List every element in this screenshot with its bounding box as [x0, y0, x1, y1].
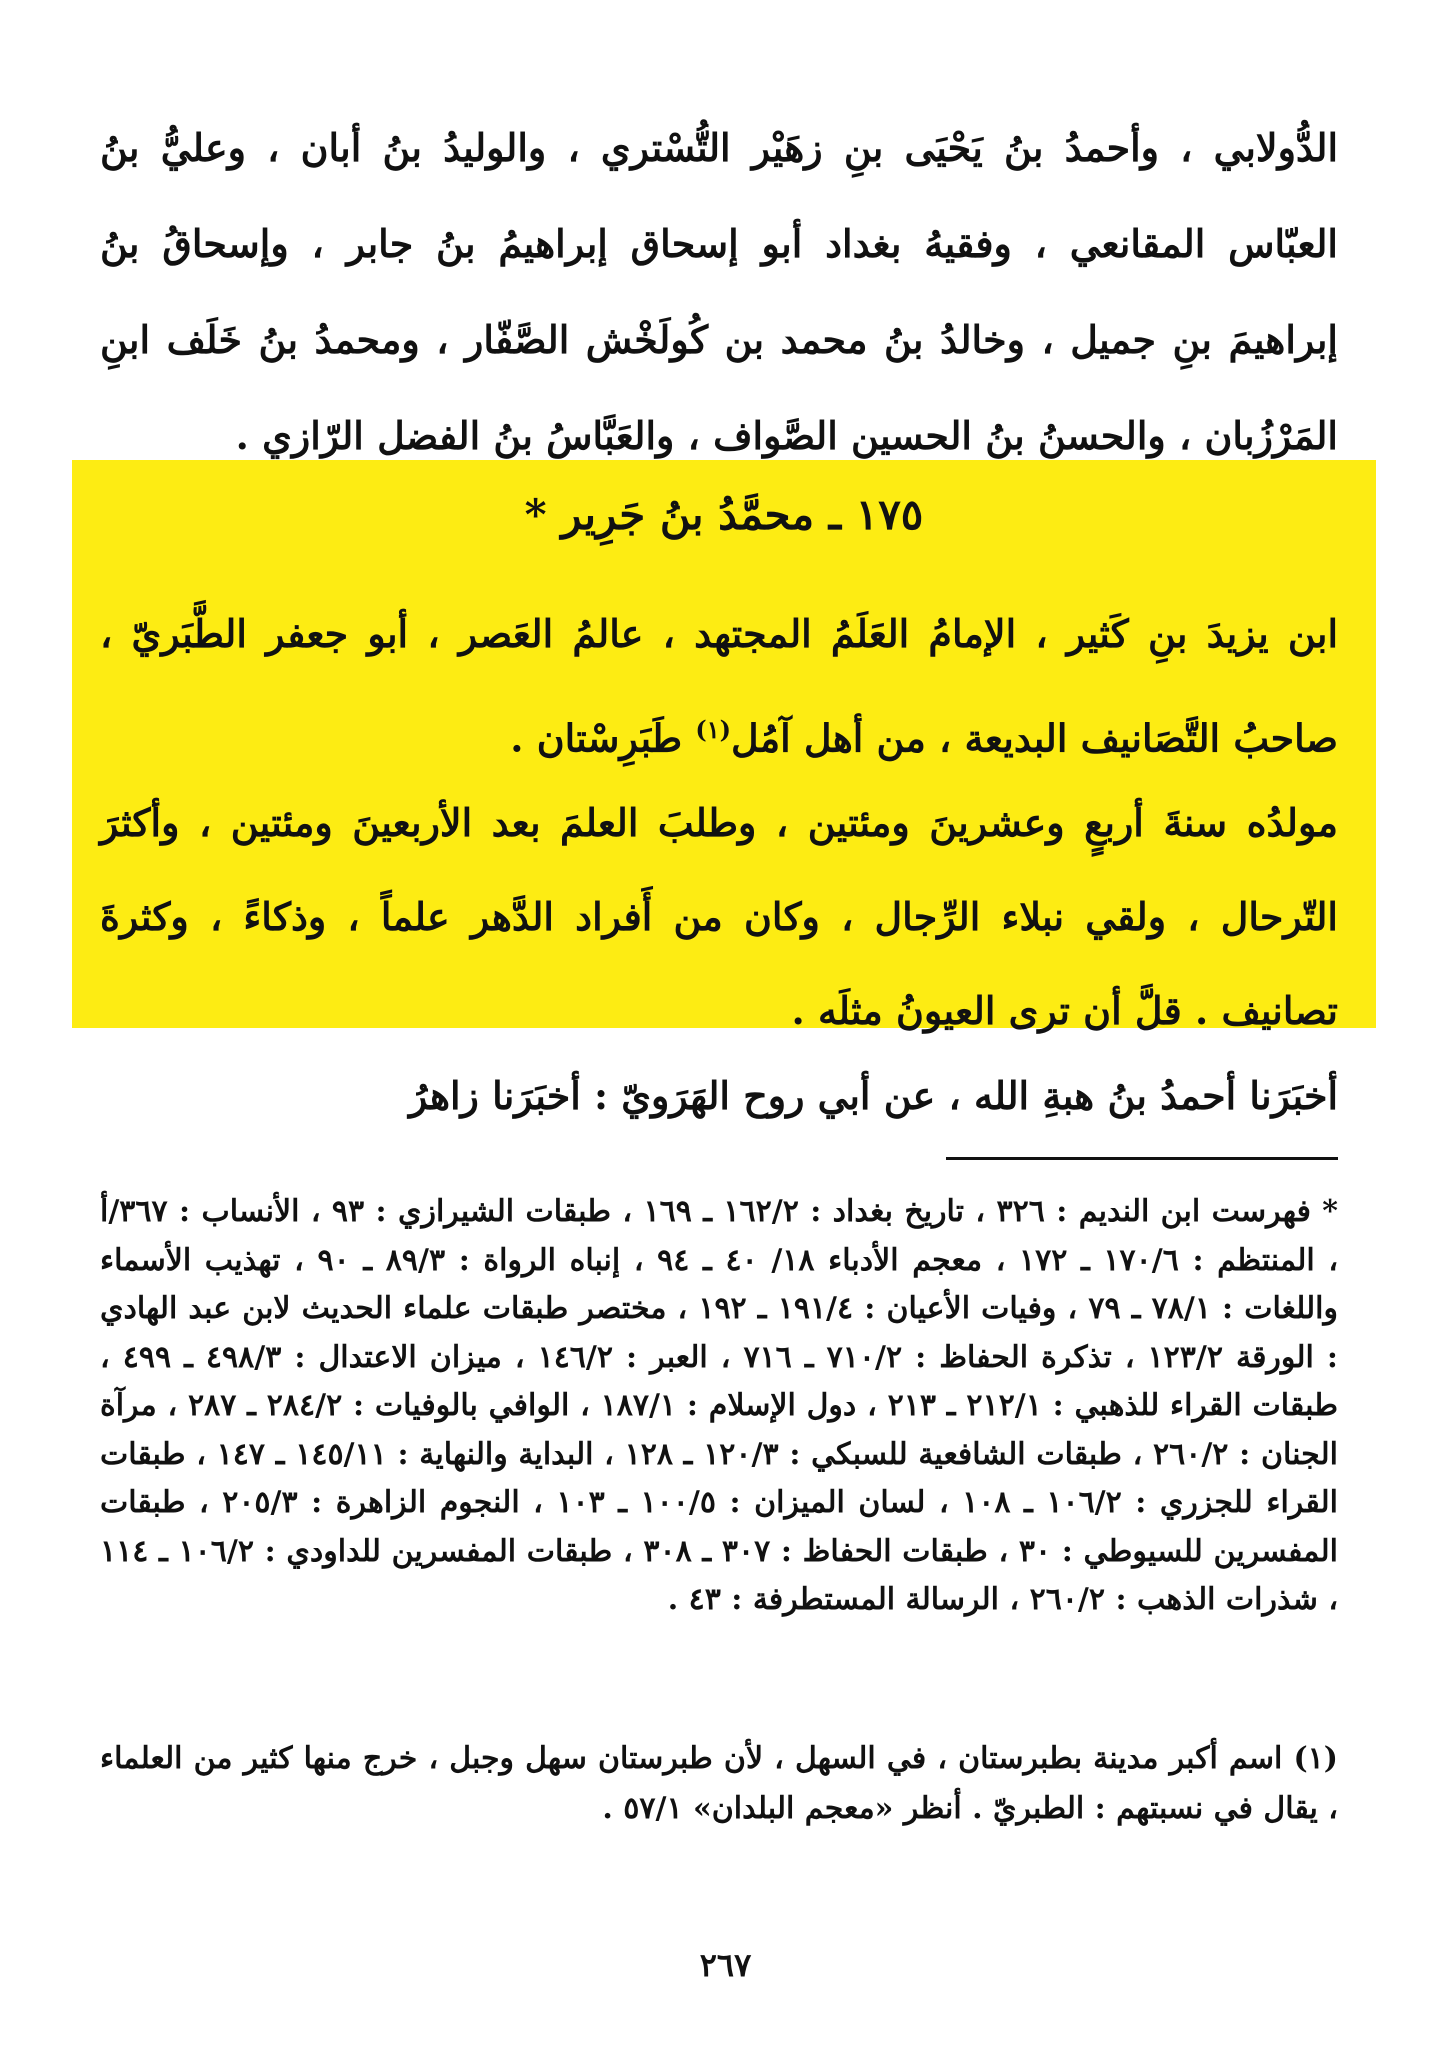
footnote-marker: (١) — [695, 715, 732, 744]
entry-birth-paragraph: مولدُه سنةَ أربعٍ وعشرينَ ومئتين ، وطلبَ العلمَ بعد الأربعينَ ومئتين ، وأكثرَ التّرحال ، ولقي نبلاء الرِّجال ، وكان من أَفراد الدَّهر علماً ، وذكاءً ، وكثرةَ تصانيف . قلَّ أن ترى العيونُ مثلَه . — [100, 800, 1338, 1033]
isnad-line: أخبَرَنا أحمدُ بنُ هبةِ الله ، عن أبي روح الهَرَويّ : أخبَرَنا زاهرُ — [408, 1073, 1338, 1118]
previous-entry-paragraph: الدُّولابي ، وأحمدُ بنُ يَحْيَى بنِ زهَيْر التُّسْتري ، والوليدُ بنُ أبان ، وعليُّ بنُ العبّاس المقانعي ، وفقيهُ بغداد أبو إسحاق إبراهيمُ بنُ جابر ، وإسحاقُ بنُ إبراهيمَ بنِ جميل ، وخالدُ بنُ محمد بن كُولَخْش الصَّفّار ، ومحمدُ بنُ خَلَف ابنِ المَرْزُبان ، والحسنُ بنُ الحسينِ الصَّواف ، والعَبَّاسُ بنُ الفضل الرّازي . — [100, 125, 1338, 458]
entry-intro-text: ابن يزيدَ بنِ كَثير ، الإمامُ العَلَمُ المجتهد ، عالمُ العَصر ، أبو جعفر الطَّبَريّ ، صاحبُ التَّصَانيف البديعة ، من أهل آمُل — [100, 611, 1338, 761]
entry-intro-paragraph — [100, 586, 1338, 787]
entry-intro-end: طَبَرِسْتان . — [510, 715, 696, 761]
page-number: ٢٦٧ — [699, 1946, 752, 1984]
footnote-divider — [946, 1157, 1338, 1160]
entry-title: ١٧٥ ـ محمَّدُ بنُ جَرِير * — [524, 490, 924, 539]
references-list: * فهرست ابن النديم : ٣٢٦ ، تاريخ بغداد : ١٦٢/٢ ـ ١٦٩ ، طبقات الشيرازي : ٩٣ ، الأنساب : ٣٦٧/أ ، المنتظم : ١٧٠/٦ ـ ١٧٢ ، معجم الأدباء ١٨/ ٤٠ ـ ٩٤ ، إنباه الرواة : ٨٩/٣ ـ ٩٠ ، تهذيب الأسماء واللغات : ٧٨/١ ـ ٧٩ ، وفيات الأعيان : ١٩١/٤ ـ ١٩٢ ، مختصر طبقات علماء الحديث لابن عبد الهادي : الورقة ١٢٣/٢ ، تذكرة الحفاظ : ٧١٠/٢ ـ ٧١٦ ، العبر : ١٤٦/٢ ، ميزان الاعتدال : ٤٩٨/٣ ـ ٤٩٩ ، طبقات القراء للذهبي : ٢١٢/١ ـ ٢١٣ ، دول الإسلام : ١٨٧/١ ، الوافي بالوفيات : ٢٨٤/٢ ـ ٢٨٧ ، مرآة الجنان : ٢٦٠/٢ ، طبقات الشافعية للسبكي : ١٢٠/٣ ـ ١٢٨ ، البداية والنهاية : ١٤٥/١١ ـ ١٤٧ ، طبقات القراء للجزري : ١٠٦/٢ ـ ١٠٨ ، لسان الميزان : ١٠٠/٥ ـ ١٠٣ ، النجوم الزاهرة : ٢٠٥/٣ ، طبقات المفسرين للسيوطي : ٣٠ ، طبقات الحفاظ : ٣٠٧ ـ ٣٠٨ ، طبقات المفسرين للداودي : ١٠٦/٢ ـ ١١٤ ، شذرات الذهب : ٢٦٠/٢ ، الرسالة المستطرفة : ٤٣ . — [100, 1194, 1339, 1617]
footnote-text: (١) اسم أكبر مدينة بطبرستان ، في السهل ، لأن طبرستان سهل وجبل ، خرج منها كثير من العلماء ، يقال في نسبتهم : الطبريّ . أنظر «معجم البلدان» ٥٧/١ . — [100, 1741, 1338, 1826]
